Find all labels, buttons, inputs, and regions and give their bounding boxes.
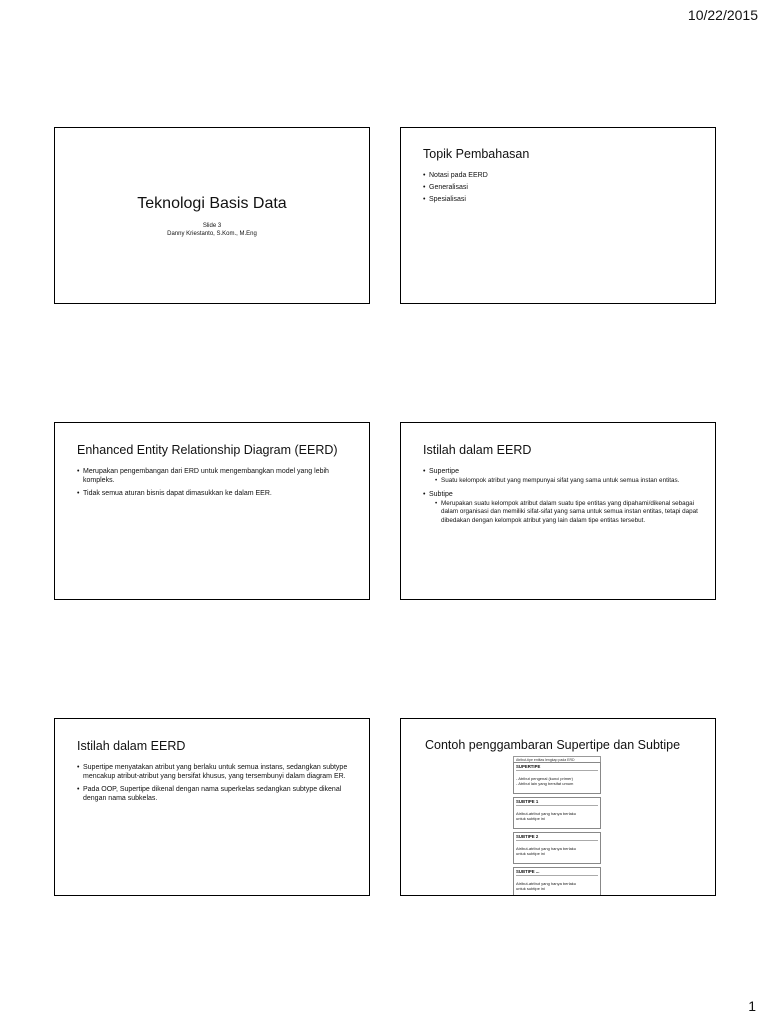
subtype-box	[513, 797, 601, 829]
slide-thumbnail-1	[54, 127, 370, 304]
bullet-item: • Generalisasi	[423, 183, 701, 192]
attribute-line: untuk subtipe ini	[516, 886, 545, 892]
entity-name: SUBTIPE ...	[516, 869, 598, 876]
attribute-line: untuk subtipe ini	[516, 816, 545, 822]
subtype-box	[513, 832, 601, 864]
sub-bullet-item: • Merupakan suatu kelompok atribut dalam suatu tipe entitas yang dipahami/dikenal sebagai dalam organisasi dan memiliki sifat-sifat yang sama untuk semua instan entitas, tetapi dapat dibedakan dengan kelompok atribut yang lain dalam tipe entitas tersebut.	[435, 500, 701, 526]
slide-heading: Istilah dalam EERD	[423, 443, 532, 457]
bullet-list	[77, 467, 355, 498]
page-date: 10/22/2015	[687, 7, 758, 23]
slide-heading: Enhanced Entity Relationship Diagram (EERD)	[77, 443, 338, 457]
slide-subtitle	[167, 222, 257, 238]
subtype-box	[513, 867, 601, 896]
bullet-list	[423, 467, 701, 525]
entity-name: SUBTIPE 1	[516, 799, 598, 806]
slide-thumbnail-4	[400, 422, 716, 600]
bullet-item: • Pada OOP, Supertipe dikenal dengan nama superkelas sedangkan subtype dikenal dengan nama subkelas.	[77, 785, 355, 803]
slide-thumbnail-3	[54, 422, 370, 600]
bullet-item: • Notasi pada EERD	[423, 171, 701, 180]
bullet-item	[423, 490, 701, 526]
slide-subtitle-line: Slide 3	[202, 222, 222, 229]
sub-bullet-list	[435, 477, 701, 486]
supertype-box	[513, 762, 601, 794]
attribute-line: - Atribut lain yang bersifat umum	[516, 781, 574, 787]
slide-thumbnail-5	[54, 718, 370, 896]
term-label: Supertipe	[429, 468, 459, 475]
entity-name: SUBTIPE 2	[516, 834, 598, 841]
bullet-item: • Supertipe menyatakan atribut yang berlaku untuk semua instans, sedangkan subtype mencakup atribut-atribut yang bersifat khusus, yang tersembunyi dalam diagram ER.	[77, 763, 355, 781]
bullet-item	[423, 467, 701, 486]
attribute-line: untuk subtipe ini	[516, 851, 545, 857]
bullet-list	[423, 171, 701, 204]
bullet-list	[77, 763, 355, 803]
sub-bullet-list	[435, 500, 701, 526]
bullet-item: • Spesialisasi	[423, 195, 701, 204]
slide-heading: Contoh penggambaran Supertipe dan Subtipe	[425, 738, 681, 752]
attribute-line: Atribut-atribut yang hanya berlaku	[516, 846, 577, 851]
slide-title: Teknologi Basis Data	[137, 194, 287, 212]
sub-bullet-item: • Suatu kelompok atribut yang mempunyai sifat yang sama untuk semua instan entitas.	[435, 477, 701, 486]
term-label: Subtipe	[429, 490, 453, 498]
attribute-line: - Atribut pengenal (kunci primer)	[516, 776, 573, 781]
entity-name: SUPERTIPE	[516, 764, 598, 771]
slide-thumbnail-2	[400, 127, 716, 304]
diagram-caption: Atribut-tipe entitas lengkap pada ERD	[513, 756, 601, 762]
attribute-line: Atribut-atribut yang hanya berlaku	[516, 811, 577, 816]
slide-heading: Istilah dalam EERD	[77, 739, 186, 753]
bullet-item: • Merupakan pengembangan dari ERD untuk mengembangkan model yang lebih kompleks.	[77, 467, 355, 485]
page-number: 1	[748, 998, 756, 1014]
attribute-line: Atribut-atribut yang hanya berlaku	[516, 881, 577, 886]
slide-thumbnail-6	[400, 718, 716, 896]
slide-heading: Topik Pembahasan	[423, 147, 530, 161]
supertype-subtype-diagram	[513, 756, 601, 896]
author-name: Danny Kriestanto, S.Kom., M.Eng	[167, 231, 257, 237]
bullet-item: • Tidak semua aturan bisnis dapat dimasukkan ke dalam EER.	[77, 489, 355, 498]
